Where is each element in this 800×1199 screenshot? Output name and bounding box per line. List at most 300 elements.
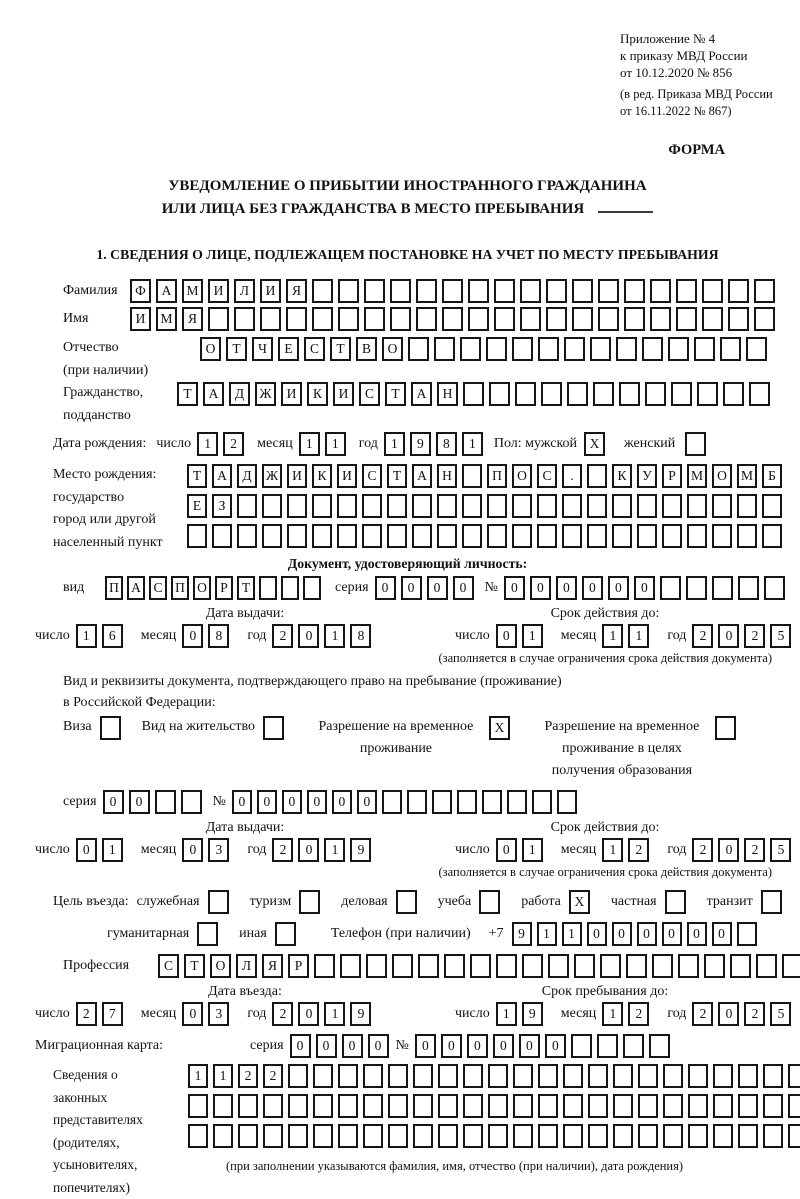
char-cell[interactable]: 0 [637,922,657,946]
char-cell[interactable] [738,1124,758,1148]
char-cell[interactable]: 0 [545,1034,566,1058]
char-cell[interactable]: 1 [188,1064,208,1088]
char-cell[interactable] [234,307,255,331]
char-cell[interactable] [155,790,176,814]
char-cell[interactable] [442,307,463,331]
char-cell[interactable]: С [304,337,325,361]
char-cell[interactable] [462,524,482,548]
char-cell[interactable] [208,307,229,331]
char-cell[interactable] [287,494,307,518]
char-cell[interactable]: X [489,716,510,740]
char-cell[interactable] [263,716,284,740]
char-cell[interactable]: 0 [332,790,352,814]
char-cell[interactable] [507,790,527,814]
char-cell[interactable] [616,337,637,361]
char-cell[interactable] [434,337,455,361]
char-cell[interactable] [463,382,484,406]
char-cell[interactable] [782,954,800,978]
char-cell[interactable]: 2 [272,1002,293,1026]
char-cell[interactable]: 2 [223,432,244,456]
char-cell[interactable]: 0 [282,790,302,814]
char-cell[interactable]: 0 [441,1034,462,1058]
char-cell[interactable]: 0 [415,1034,436,1058]
char-cell[interactable] [392,954,413,978]
char-cell[interactable]: 0 [612,922,632,946]
char-cell[interactable]: О [382,337,403,361]
char-cell[interactable] [588,1094,608,1118]
char-cell[interactable] [688,1094,708,1118]
char-cell[interactable] [713,1064,733,1088]
char-cell[interactable] [697,382,718,406]
char-cell[interactable]: З [212,494,232,518]
char-cell[interactable] [737,494,757,518]
char-cell[interactable] [563,1124,583,1148]
char-cell[interactable] [418,954,439,978]
char-cell[interactable]: К [612,464,632,488]
char-cell[interactable]: А [203,382,224,406]
char-cell[interactable] [390,307,411,331]
char-cell[interactable]: 1 [384,432,405,456]
char-cell[interactable] [590,337,611,361]
char-cell[interactable] [676,307,697,331]
char-cell[interactable] [624,307,645,331]
char-cell[interactable]: 0 [687,922,707,946]
char-cell[interactable] [587,464,607,488]
char-cell[interactable]: Б [762,464,782,488]
char-cell[interactable] [723,382,744,406]
char-cell[interactable] [662,524,682,548]
char-cell[interactable]: 0 [493,1034,514,1058]
char-cell[interactable] [538,1124,558,1148]
char-cell[interactable]: 0 [182,838,203,862]
char-cell[interactable]: 0 [467,1034,488,1058]
char-cell[interactable]: 3 [208,838,229,862]
char-cell[interactable]: Р [288,954,309,978]
char-cell[interactable] [637,494,657,518]
char-cell[interactable]: 2 [744,838,765,862]
char-cell[interactable] [678,954,699,978]
char-cell[interactable]: 0 [129,790,150,814]
char-cell[interactable] [489,382,510,406]
char-cell[interactable]: 1 [602,1002,623,1026]
char-cell[interactable] [572,279,593,303]
char-cell[interactable]: 9 [350,1002,371,1026]
char-cell[interactable]: 1 [522,838,543,862]
char-cell[interactable]: 0 [298,624,319,648]
char-cell[interactable] [438,1064,458,1088]
char-cell[interactable] [263,1094,283,1118]
char-cell[interactable]: 2 [628,1002,649,1026]
char-cell[interactable] [462,464,482,488]
char-cell[interactable]: 0 [718,1002,739,1026]
char-cell[interactable] [259,576,277,600]
char-cell[interactable] [364,307,385,331]
char-cell[interactable] [764,576,785,600]
char-cell[interactable] [688,1064,708,1088]
char-cell[interactable] [626,954,647,978]
char-cell[interactable] [754,307,775,331]
char-cell[interactable]: О [512,464,532,488]
char-cell[interactable] [712,494,732,518]
char-cell[interactable] [546,307,567,331]
char-cell[interactable] [738,576,759,600]
char-cell[interactable] [238,1124,258,1148]
char-cell[interactable]: Ф [130,279,151,303]
char-cell[interactable] [738,1094,758,1118]
char-cell[interactable] [754,279,775,303]
char-cell[interactable] [412,524,432,548]
char-cell[interactable]: Т [177,382,198,406]
char-cell[interactable] [363,1094,383,1118]
char-cell[interactable]: 2 [744,1002,765,1026]
char-cell[interactable] [676,279,697,303]
char-cell[interactable] [494,307,515,331]
char-cell[interactable] [181,790,202,814]
char-cell[interactable] [388,1094,408,1118]
char-cell[interactable] [746,337,767,361]
char-cell[interactable] [537,524,557,548]
char-cell[interactable] [413,1064,433,1088]
char-cell[interactable] [468,307,489,331]
char-cell[interactable]: 1 [496,1002,517,1026]
char-cell[interactable]: X [584,432,605,456]
char-cell[interactable]: 0 [504,576,525,600]
char-cell[interactable] [763,1124,783,1148]
char-cell[interactable] [488,1064,508,1088]
char-cell[interactable] [612,524,632,548]
char-cell[interactable]: 0 [298,838,319,862]
char-cell[interactable]: 0 [556,576,577,600]
char-cell[interactable] [512,494,532,518]
char-cell[interactable]: 5 [770,1002,791,1026]
char-cell[interactable]: 8 [436,432,457,456]
char-cell[interactable]: Л [236,954,257,978]
char-cell[interactable] [668,337,689,361]
char-cell[interactable] [463,1124,483,1148]
char-cell[interactable] [685,432,706,456]
char-cell[interactable] [520,307,541,331]
char-cell[interactable] [788,1124,800,1148]
char-cell[interactable] [597,1034,618,1058]
char-cell[interactable] [412,494,432,518]
char-cell[interactable] [593,382,614,406]
char-cell[interactable] [537,494,557,518]
char-cell[interactable] [546,279,567,303]
char-cell[interactable] [444,954,465,978]
char-cell[interactable]: . [562,464,582,488]
char-cell[interactable] [338,1094,358,1118]
char-cell[interactable] [756,954,777,978]
char-cell[interactable]: 7 [102,1002,123,1026]
char-cell[interactable] [338,1124,358,1148]
char-cell[interactable]: 0 [76,838,97,862]
char-cell[interactable]: 2 [744,624,765,648]
char-cell[interactable] [512,337,533,361]
char-cell[interactable] [486,337,507,361]
char-cell[interactable] [281,576,299,600]
char-cell[interactable]: 1 [522,624,543,648]
char-cell[interactable]: Д [229,382,250,406]
char-cell[interactable] [538,1064,558,1088]
char-cell[interactable] [763,1094,783,1118]
char-cell[interactable]: 0 [608,576,629,600]
char-cell[interactable] [416,279,437,303]
char-cell[interactable] [213,1124,233,1148]
char-cell[interactable] [188,1124,208,1148]
char-cell[interactable] [413,1094,433,1118]
char-cell[interactable] [587,524,607,548]
char-cell[interactable] [442,279,463,303]
char-cell[interactable]: О [200,337,221,361]
char-cell[interactable] [600,954,621,978]
char-cell[interactable]: И [130,307,151,331]
char-cell[interactable]: И [208,279,229,303]
char-cell[interactable]: 0 [103,790,124,814]
char-cell[interactable] [482,790,502,814]
char-cell[interactable] [487,494,507,518]
char-cell[interactable] [340,954,361,978]
char-cell[interactable] [387,494,407,518]
char-cell[interactable] [396,890,417,914]
char-cell[interactable] [612,494,632,518]
char-cell[interactable] [313,1094,333,1118]
char-cell[interactable]: К [307,382,328,406]
char-cell[interactable] [312,279,333,303]
char-cell[interactable] [382,790,402,814]
char-cell[interactable] [788,1094,800,1118]
char-cell[interactable]: Т [237,576,255,600]
char-cell[interactable] [362,494,382,518]
char-cell[interactable] [562,494,582,518]
char-cell[interactable] [567,382,588,406]
char-cell[interactable]: О [712,464,732,488]
char-cell[interactable] [638,1094,658,1118]
char-cell[interactable] [313,1064,333,1088]
char-cell[interactable] [457,790,477,814]
char-cell[interactable] [665,890,686,914]
char-cell[interactable]: Т [387,464,407,488]
char-cell[interactable]: 0 [307,790,327,814]
char-cell[interactable] [262,494,282,518]
char-cell[interactable]: 9 [350,838,371,862]
char-cell[interactable]: С [149,576,167,600]
char-cell[interactable] [522,954,543,978]
char-cell[interactable]: А [127,576,145,600]
char-cell[interactable] [463,1064,483,1088]
char-cell[interactable]: 0 [357,790,377,814]
char-cell[interactable] [512,524,532,548]
char-cell[interactable] [571,1034,592,1058]
char-cell[interactable] [713,1124,733,1148]
char-cell[interactable]: Т [184,954,205,978]
char-cell[interactable] [197,922,218,946]
char-cell[interactable] [737,922,757,946]
char-cell[interactable]: Ч [252,337,273,361]
char-cell[interactable]: Т [330,337,351,361]
char-cell[interactable]: 5 [770,838,791,862]
char-cell[interactable]: И [337,464,357,488]
char-cell[interactable] [686,576,707,600]
char-cell[interactable] [613,1064,633,1088]
char-cell[interactable] [713,1094,733,1118]
char-cell[interactable]: X [569,890,590,914]
char-cell[interactable] [728,307,749,331]
char-cell[interactable]: 1 [324,1002,345,1026]
char-cell[interactable]: 0 [290,1034,311,1058]
char-cell[interactable]: 0 [634,576,655,600]
char-cell[interactable]: 0 [582,576,603,600]
char-cell[interactable]: С [537,464,557,488]
char-cell[interactable]: 0 [401,576,422,600]
char-cell[interactable]: 0 [298,1002,319,1026]
char-cell[interactable]: 0 [182,1002,203,1026]
char-cell[interactable] [563,1064,583,1088]
char-cell[interactable] [275,922,296,946]
char-cell[interactable]: О [193,576,211,600]
char-cell[interactable] [407,790,427,814]
char-cell[interactable]: Н [437,382,458,406]
char-cell[interactable] [763,1064,783,1088]
char-cell[interactable]: С [158,954,179,978]
char-cell[interactable] [188,1094,208,1118]
char-cell[interactable]: 1 [462,432,483,456]
char-cell[interactable]: И [281,382,302,406]
char-cell[interactable] [513,1124,533,1148]
char-cell[interactable]: 1 [299,432,320,456]
char-cell[interactable]: 2 [692,838,713,862]
char-cell[interactable]: М [156,307,177,331]
char-cell[interactable] [212,524,232,548]
char-cell[interactable] [437,494,457,518]
char-cell[interactable] [338,307,359,331]
char-cell[interactable] [645,382,666,406]
char-cell[interactable] [662,494,682,518]
char-cell[interactable]: 0 [342,1034,363,1058]
char-cell[interactable] [479,890,500,914]
char-cell[interactable] [598,279,619,303]
char-cell[interactable]: У [637,464,657,488]
char-cell[interactable]: 1 [324,838,345,862]
char-cell[interactable]: Я [262,954,283,978]
char-cell[interactable]: И [287,464,307,488]
char-cell[interactable]: 0 [257,790,277,814]
char-cell[interactable] [563,1094,583,1118]
char-cell[interactable] [715,716,736,740]
char-cell[interactable] [338,1064,358,1088]
char-cell[interactable] [688,1124,708,1148]
char-cell[interactable]: 2 [272,838,293,862]
char-cell[interactable] [702,307,723,331]
char-cell[interactable] [702,279,723,303]
char-cell[interactable] [238,1094,258,1118]
char-cell[interactable] [362,524,382,548]
char-cell[interactable] [488,1094,508,1118]
char-cell[interactable] [623,1034,644,1058]
char-cell[interactable] [260,307,281,331]
char-cell[interactable] [541,382,562,406]
char-cell[interactable]: И [260,279,281,303]
char-cell[interactable]: 9 [512,922,532,946]
char-cell[interactable] [208,890,229,914]
char-cell[interactable] [460,337,481,361]
char-cell[interactable] [337,494,357,518]
char-cell[interactable]: 1 [628,624,649,648]
char-cell[interactable] [515,382,536,406]
char-cell[interactable]: 1 [602,838,623,862]
char-cell[interactable] [638,1064,658,1088]
char-cell[interactable]: 0 [496,838,517,862]
char-cell[interactable] [728,279,749,303]
char-cell[interactable] [390,279,411,303]
char-cell[interactable]: К [312,464,332,488]
char-cell[interactable] [762,524,782,548]
char-cell[interactable] [312,524,332,548]
char-cell[interactable]: М [687,464,707,488]
char-cell[interactable]: 1 [213,1064,233,1088]
char-cell[interactable] [562,524,582,548]
char-cell[interactable] [513,1064,533,1088]
char-cell[interactable]: Ж [262,464,282,488]
char-cell[interactable]: 0 [587,922,607,946]
char-cell[interactable] [408,337,429,361]
char-cell[interactable]: Р [662,464,682,488]
char-cell[interactable] [663,1064,683,1088]
char-cell[interactable] [288,1094,308,1118]
char-cell[interactable] [788,1064,800,1088]
char-cell[interactable] [532,790,552,814]
char-cell[interactable] [598,307,619,331]
char-cell[interactable] [286,307,307,331]
char-cell[interactable]: 0 [316,1034,337,1058]
char-cell[interactable] [712,524,732,548]
char-cell[interactable] [687,494,707,518]
char-cell[interactable] [548,954,569,978]
char-cell[interactable] [237,524,257,548]
char-cell[interactable]: 0 [712,922,732,946]
char-cell[interactable]: 0 [232,790,252,814]
char-cell[interactable] [613,1124,633,1148]
char-cell[interactable] [387,524,407,548]
char-cell[interactable]: А [156,279,177,303]
char-cell[interactable] [363,1064,383,1088]
char-cell[interactable]: Н [437,464,457,488]
char-cell[interactable] [496,954,517,978]
char-cell[interactable]: Д [237,464,257,488]
char-cell[interactable]: 0 [496,624,517,648]
char-cell[interactable]: М [737,464,757,488]
char-cell[interactable]: 0 [718,624,739,648]
char-cell[interactable] [687,524,707,548]
char-cell[interactable] [363,1124,383,1148]
char-cell[interactable] [487,524,507,548]
char-cell[interactable]: 0 [453,576,474,600]
char-cell[interactable] [338,279,359,303]
char-cell[interactable]: 0 [375,576,396,600]
char-cell[interactable] [462,494,482,518]
char-cell[interactable] [564,337,585,361]
char-cell[interactable]: 0 [368,1034,389,1058]
char-cell[interactable] [587,494,607,518]
char-cell[interactable]: В [356,337,377,361]
char-cell[interactable] [520,279,541,303]
char-cell[interactable] [438,1124,458,1148]
char-cell[interactable] [730,954,751,978]
char-cell[interactable]: С [359,382,380,406]
char-cell[interactable]: 0 [427,576,448,600]
char-cell[interactable]: А [212,464,232,488]
char-cell[interactable]: Р [215,576,233,600]
char-cell[interactable]: Л [234,279,255,303]
